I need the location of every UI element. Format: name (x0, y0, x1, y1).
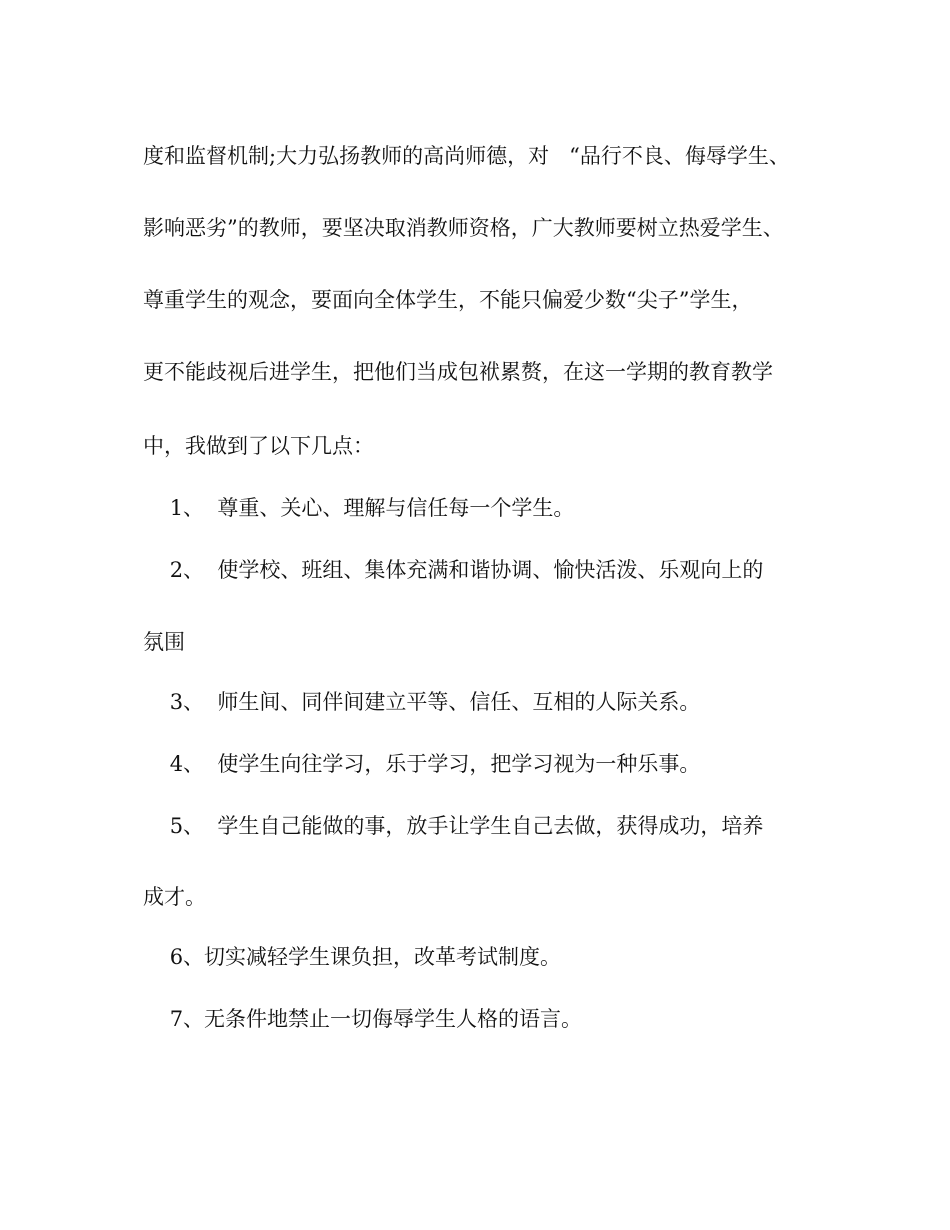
body-text-line: 尊重学生的观念，要面向全体学生，不能只偏爱少数“尖子”学生， (143, 288, 753, 312)
body-text-line: 度和监督机制;大力弘扬教师的高尚师德，对 “品行不良、侮辱学生、 (143, 144, 790, 168)
body-text-line: 影响恶劣”的教师，要坚决取消教师资格，广大教师要树立热爱学生、 (143, 216, 784, 240)
list-item-6: 6、切实减轻学生课负担，改革考试制度。 (143, 945, 562, 969)
list-item-5: 5、 学生自己能做的事，放手让学生自己去做，获得成功，培养 (143, 814, 764, 838)
body-text-line: 中，我做到了以下几点： (143, 434, 374, 458)
list-item-2: 2、 使学校、班组、集体充满和谐协调、愉快活泼、乐观向上的 (143, 558, 764, 582)
list-item-5-continuation: 成才。 (143, 885, 206, 909)
body-text-line: 更不能歧视后进学生，把他们当成包袱累赘，在这一学期的教育教学 (143, 360, 773, 384)
list-item-7: 7、无条件地禁止一切侮辱学生人格的语言。 (143, 1007, 583, 1031)
list-item-4: 4、 使学生向往学习，乐于学习，把学习视为一种乐事。 (143, 752, 701, 776)
list-item-1: 1、 尊重、关心、理解与信任每一个学生。 (143, 496, 575, 520)
list-item-3: 3、 师生间、同伴间建立平等、信任、互相的人际关系。 (143, 690, 701, 714)
list-item-2-continuation: 氛围 (143, 630, 185, 654)
